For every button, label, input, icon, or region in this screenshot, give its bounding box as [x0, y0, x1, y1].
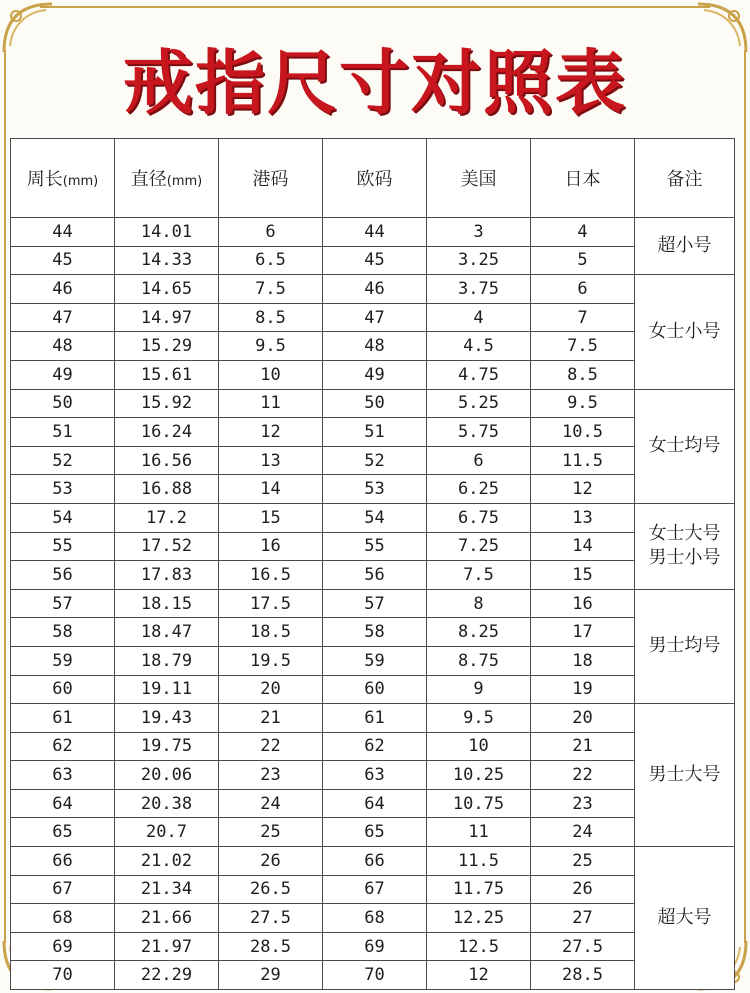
table-row	[11, 618, 735, 647]
cell-note	[635, 275, 735, 389]
table-row	[11, 904, 735, 933]
column-header-label: 直径	[130, 169, 167, 190]
cell-us-size: 7.25	[427, 532, 531, 561]
cell-us-size: 8.75	[427, 646, 531, 675]
cell-eu-size: 56	[323, 561, 427, 590]
cell-circumference: 47	[11, 303, 115, 332]
table-row	[11, 389, 735, 418]
cell-diameter: 14.97	[115, 303, 219, 332]
cell-diameter: 20.38	[115, 789, 219, 818]
cell-jp-size: 11.5	[531, 446, 635, 475]
cell-eu-size: 51	[323, 418, 427, 447]
cell-hk-size: 23	[219, 761, 323, 790]
cell-jp-size: 15	[531, 561, 635, 590]
table-row	[11, 418, 735, 447]
cell-jp-size: 7.5	[531, 332, 635, 361]
cell-circumference: 68	[11, 904, 115, 933]
cell-circumference: 55	[11, 532, 115, 561]
table-row	[11, 704, 735, 733]
cell-jp-size: 7	[531, 303, 635, 332]
cell-hk-size: 6.5	[219, 246, 323, 275]
cell-diameter: 14.33	[115, 246, 219, 275]
column-header-label: 周长	[26, 169, 63, 190]
cell-jp-size: 10.5	[531, 418, 635, 447]
table-row	[11, 503, 735, 532]
cell-eu-size: 70	[323, 961, 427, 990]
cell-hk-size: 24	[219, 789, 323, 818]
cell-eu-size: 46	[323, 275, 427, 304]
cell-jp-size: 8.5	[531, 360, 635, 389]
cell-circumference: 50	[11, 389, 115, 418]
cell-us-size: 5.75	[427, 418, 531, 447]
table-row	[11, 303, 735, 332]
cell-diameter: 14.65	[115, 275, 219, 304]
cell-circumference: 67	[11, 875, 115, 904]
cell-jp-size: 25	[531, 847, 635, 876]
cell-hk-size: 29	[219, 961, 323, 990]
table-row	[11, 218, 735, 247]
cell-eu-size: 52	[323, 446, 427, 475]
cell-us-size: 9	[427, 675, 531, 704]
cell-note	[635, 389, 735, 503]
cell-jp-size: 6	[531, 275, 635, 304]
column-header-hk-size	[219, 139, 323, 218]
cell-us-size: 6	[427, 446, 531, 475]
cell-circumference: 54	[11, 503, 115, 532]
cell-diameter: 19.11	[115, 675, 219, 704]
cell-jp-size: 21	[531, 732, 635, 761]
cell-us-size: 4	[427, 303, 531, 332]
cell-eu-size: 59	[323, 646, 427, 675]
cell-jp-size: 27	[531, 904, 635, 933]
column-header-jp-size	[531, 139, 635, 218]
cell-eu-size: 60	[323, 675, 427, 704]
cell-jp-size: 24	[531, 818, 635, 847]
cell-jp-size: 16	[531, 589, 635, 618]
cell-note	[635, 704, 735, 847]
cell-hk-size: 14	[219, 475, 323, 504]
cell-circumference: 59	[11, 646, 115, 675]
cell-diameter: 19.43	[115, 704, 219, 733]
cell-hk-size: 22	[219, 732, 323, 761]
cell-note	[635, 218, 735, 275]
cell-hk-size: 16	[219, 532, 323, 561]
cell-circumference: 62	[11, 732, 115, 761]
cell-circumference: 53	[11, 475, 115, 504]
table-row	[11, 446, 735, 475]
cell-us-size: 7.5	[427, 561, 531, 590]
column-header-label: 备注	[666, 169, 703, 190]
cell-hk-size: 13	[219, 446, 323, 475]
cell-eu-size: 47	[323, 303, 427, 332]
cell-hk-size: 9.5	[219, 332, 323, 361]
column-header-label: 日本	[564, 169, 601, 190]
cell-circumference: 46	[11, 275, 115, 304]
cell-eu-size: 49	[323, 360, 427, 389]
cell-jp-size: 28.5	[531, 961, 635, 990]
cell-us-size: 11.5	[427, 847, 531, 876]
cell-eu-size: 61	[323, 704, 427, 733]
cell-us-size: 6.75	[427, 503, 531, 532]
cell-diameter: 17.83	[115, 561, 219, 590]
cell-diameter: 15.61	[115, 360, 219, 389]
table-row	[11, 932, 735, 961]
cell-diameter: 19.75	[115, 732, 219, 761]
cell-jp-size: 27.5	[531, 932, 635, 961]
cell-eu-size: 53	[323, 475, 427, 504]
cell-eu-size: 67	[323, 875, 427, 904]
cell-jp-size: 12	[531, 475, 635, 504]
cell-hk-size: 6	[219, 218, 323, 247]
cell-us-size: 11	[427, 818, 531, 847]
cell-diameter: 20.7	[115, 818, 219, 847]
cell-circumference: 56	[11, 561, 115, 590]
cell-jp-size: 18	[531, 646, 635, 675]
table-row	[11, 818, 735, 847]
cell-hk-size: 20	[219, 675, 323, 704]
note-label: 男士小号	[648, 547, 721, 569]
cell-us-size: 12	[427, 961, 531, 990]
cell-circumference: 63	[11, 761, 115, 790]
cell-diameter: 16.88	[115, 475, 219, 504]
cell-us-size: 12.5	[427, 932, 531, 961]
cell-us-size: 10.25	[427, 761, 531, 790]
table-row	[11, 875, 735, 904]
cell-jp-size: 5	[531, 246, 635, 275]
cell-circumference: 61	[11, 704, 115, 733]
cell-us-size: 12.25	[427, 904, 531, 933]
cell-diameter: 21.66	[115, 904, 219, 933]
cell-circumference: 65	[11, 818, 115, 847]
cell-us-size: 9.5	[427, 704, 531, 733]
cell-circumference: 58	[11, 618, 115, 647]
ring-size-table	[10, 138, 735, 990]
table-row	[11, 675, 735, 704]
cell-circumference: 66	[11, 847, 115, 876]
column-header-us-size	[427, 139, 531, 218]
note-label: 女士均号	[648, 435, 721, 457]
cell-hk-size: 16.5	[219, 561, 323, 590]
cell-hk-size: 27.5	[219, 904, 323, 933]
cell-diameter: 18.15	[115, 589, 219, 618]
cell-note	[635, 847, 735, 990]
cell-hk-size: 21	[219, 704, 323, 733]
cell-diameter: 16.56	[115, 446, 219, 475]
cell-us-size: 10.75	[427, 789, 531, 818]
cell-jp-size: 20	[531, 704, 635, 733]
cell-circumference: 45	[11, 246, 115, 275]
cell-us-size: 3	[427, 218, 531, 247]
cell-us-size: 6.25	[427, 475, 531, 504]
cell-note	[635, 503, 735, 589]
cell-eu-size: 55	[323, 532, 427, 561]
cell-hk-size: 26.5	[219, 875, 323, 904]
cell-note	[635, 589, 735, 703]
cell-us-size: 8.25	[427, 618, 531, 647]
cell-diameter: 18.47	[115, 618, 219, 647]
cell-hk-size: 18.5	[219, 618, 323, 647]
table-row	[11, 646, 735, 675]
cell-circumference: 51	[11, 418, 115, 447]
page-title: 戒指尺寸对照表	[123, 42, 627, 124]
cell-diameter: 18.79	[115, 646, 219, 675]
cell-circumference: 49	[11, 360, 115, 389]
frame-top-border	[40, 6, 710, 8]
note-label: 超小号	[657, 235, 712, 257]
cell-hk-size: 8.5	[219, 303, 323, 332]
cell-us-size: 3.75	[427, 275, 531, 304]
cell-diameter: 21.34	[115, 875, 219, 904]
cell-hk-size: 26	[219, 847, 323, 876]
cell-hk-size: 28.5	[219, 932, 323, 961]
cell-diameter: 17.2	[115, 503, 219, 532]
table-row	[11, 789, 735, 818]
column-header-unit: (mm)	[62, 174, 99, 189]
frame-left-border	[4, 50, 6, 943]
cell-diameter: 22.29	[115, 961, 219, 990]
column-header-circumference	[11, 139, 115, 218]
cell-jp-size: 19	[531, 675, 635, 704]
cell-jp-size: 13	[531, 503, 635, 532]
cell-us-size: 3.25	[427, 246, 531, 275]
cell-diameter: 17.52	[115, 532, 219, 561]
table-row	[11, 732, 735, 761]
cell-eu-size: 68	[323, 904, 427, 933]
cell-us-size: 11.75	[427, 875, 531, 904]
ring-size-table-container	[10, 138, 734, 990]
cell-jp-size: 9.5	[531, 389, 635, 418]
column-header-note	[635, 139, 735, 218]
cell-eu-size: 54	[323, 503, 427, 532]
cell-us-size: 4.5	[427, 332, 531, 361]
cell-jp-size: 14	[531, 532, 635, 561]
cell-hk-size: 19.5	[219, 646, 323, 675]
cell-diameter: 15.29	[115, 332, 219, 361]
cell-hk-size: 17.5	[219, 589, 323, 618]
cell-hk-size: 11	[219, 389, 323, 418]
cell-circumference: 52	[11, 446, 115, 475]
note-label: 女士小号	[648, 320, 721, 342]
cell-jp-size: 17	[531, 618, 635, 647]
cell-diameter: 16.24	[115, 418, 219, 447]
cell-jp-size: 22	[531, 761, 635, 790]
cell-jp-size: 23	[531, 789, 635, 818]
cell-eu-size: 64	[323, 789, 427, 818]
note-label: 男士大号	[648, 764, 721, 786]
table-row	[11, 246, 735, 275]
cell-circumference: 64	[11, 789, 115, 818]
cell-hk-size: 12	[219, 418, 323, 447]
cell-diameter: 21.97	[115, 932, 219, 961]
cell-eu-size: 44	[323, 218, 427, 247]
cell-circumference: 60	[11, 675, 115, 704]
cell-us-size: 5.25	[427, 389, 531, 418]
cell-eu-size: 57	[323, 589, 427, 618]
cell-jp-size: 26	[531, 875, 635, 904]
cell-eu-size: 50	[323, 389, 427, 418]
cell-hk-size: 15	[219, 503, 323, 532]
cell-circumference: 44	[11, 218, 115, 247]
column-header-label: 港码	[252, 169, 289, 190]
table-row	[11, 475, 735, 504]
column-header-unit: (mm)	[166, 174, 203, 189]
cell-circumference: 48	[11, 332, 115, 361]
cell-circumference: 57	[11, 589, 115, 618]
cell-eu-size: 58	[323, 618, 427, 647]
cell-diameter: 15.92	[115, 389, 219, 418]
note-label: 超大号	[657, 907, 712, 929]
cell-hk-size: 7.5	[219, 275, 323, 304]
frame-right-border	[744, 50, 746, 943]
column-header-label: 欧码	[356, 169, 393, 190]
table-header-row	[11, 139, 735, 218]
cell-eu-size: 66	[323, 847, 427, 876]
cell-eu-size: 45	[323, 246, 427, 275]
note-label: 男士均号	[648, 635, 721, 657]
cell-hk-size: 25	[219, 818, 323, 847]
table-row	[11, 360, 735, 389]
cell-eu-size: 62	[323, 732, 427, 761]
table-row	[11, 332, 735, 361]
column-header-label: 美国	[460, 169, 497, 190]
column-header-eu-size	[323, 139, 427, 218]
cell-eu-size: 63	[323, 761, 427, 790]
table-row	[11, 561, 735, 590]
column-header-diameter	[115, 139, 219, 218]
note-label: 女士大号	[648, 523, 721, 545]
cell-circumference: 69	[11, 932, 115, 961]
table-row	[11, 961, 735, 990]
table-row	[11, 532, 735, 561]
cell-us-size: 4.75	[427, 360, 531, 389]
table-row	[11, 847, 735, 876]
cell-circumference: 70	[11, 961, 115, 990]
cell-eu-size: 65	[323, 818, 427, 847]
cell-eu-size: 69	[323, 932, 427, 961]
cell-diameter: 14.01	[115, 218, 219, 247]
cell-us-size: 8	[427, 589, 531, 618]
cell-diameter: 21.02	[115, 847, 219, 876]
table-row	[11, 275, 735, 304]
cell-eu-size: 48	[323, 332, 427, 361]
cell-jp-size: 4	[531, 218, 635, 247]
table-body	[11, 218, 735, 990]
cell-hk-size: 10	[219, 360, 323, 389]
table-row	[11, 589, 735, 618]
table-row	[11, 761, 735, 790]
cell-diameter: 20.06	[115, 761, 219, 790]
cell-us-size: 10	[427, 732, 531, 761]
